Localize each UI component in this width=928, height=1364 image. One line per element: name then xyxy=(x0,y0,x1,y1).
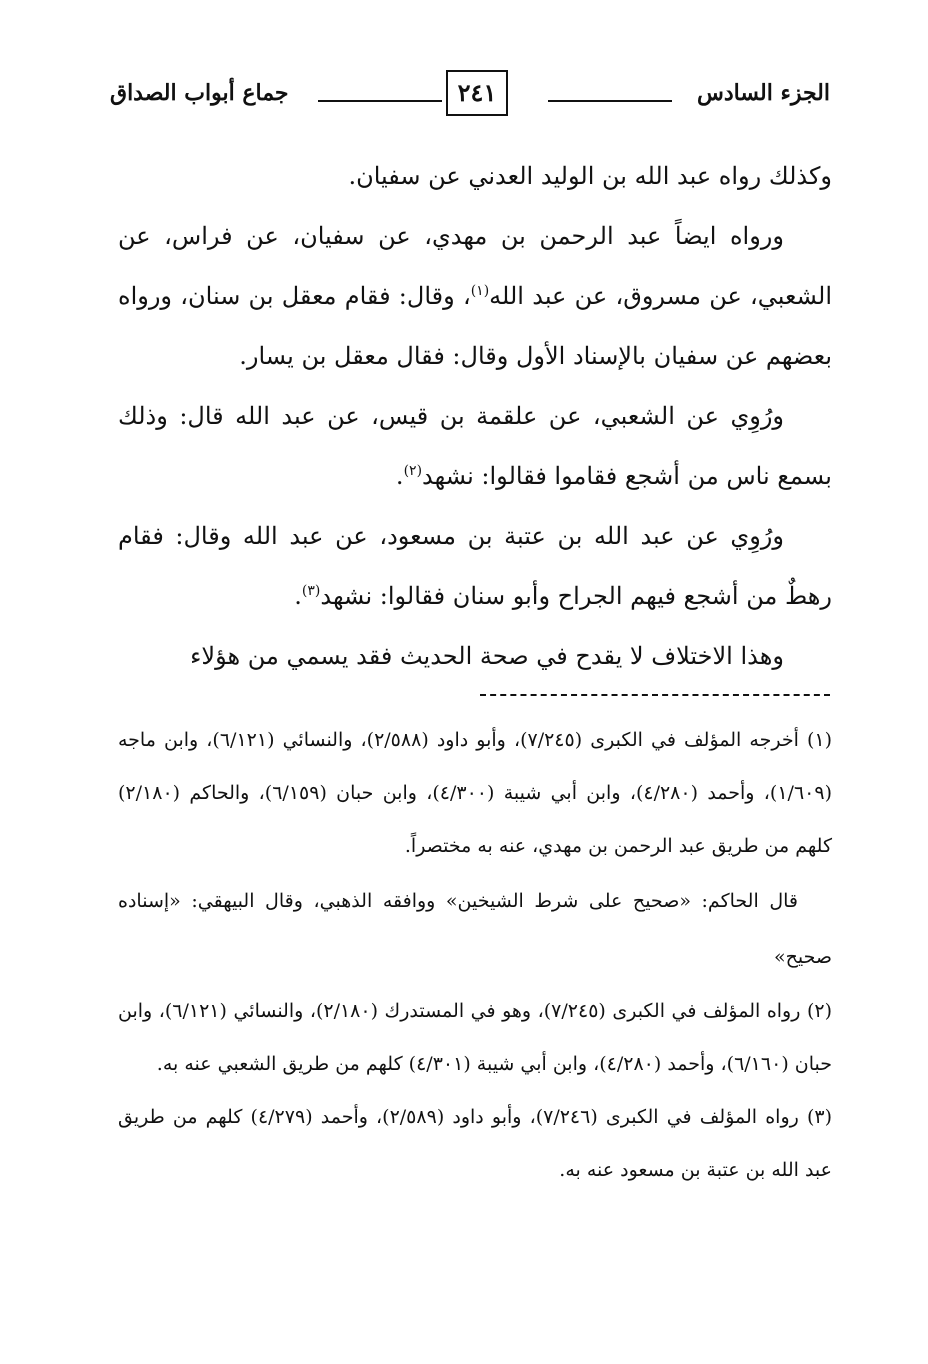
footnote-ref-2: (٢) xyxy=(403,463,423,479)
running-header xyxy=(110,70,830,120)
main-text xyxy=(118,146,832,686)
footnotes xyxy=(118,714,832,1197)
paragraph-2-text-a: ورواه ايضاً عبد الرحمن بن مهدي، عن سفيان، عن فراس، عن الشعبي، عن مسروق، عن عبد الله xyxy=(118,222,832,310)
paragraph-5: وهذا الاختلاف لا يقدح في صحة الحديث فقد يسمي من هؤلاء xyxy=(190,642,784,670)
paragraph-3-text-b: . xyxy=(395,462,404,490)
paragraph-2-text-b: ، وقال: فقام معقل بن سنان، ورواه بعضهم عن سفيان بالإسناد الأول وقال: فقال معقل بن يسار. xyxy=(118,282,832,370)
paragraph-4 xyxy=(118,506,832,626)
paragraph-3 xyxy=(118,386,832,506)
footnote-1: (١) أخرجه المؤلف في الكبرى (٧/٢٤٥)، وأبو داود (٢/٥٨٨)، والنسائي (٦/١٢١)، وابن ماجه (١/٦٠٩)، وأحمد (٤/٢٨٠)، وابن أبي شيبة (٤/٣٠٠)، وابن حبان (٦/١٥٩)، والحاكم (٢/١٨٠) كلهم من طريق عبد الرحمن بن مهدي، عنه به مختصراً. xyxy=(118,729,833,857)
footnote-separator xyxy=(480,694,830,696)
header-rule-right xyxy=(548,100,672,102)
footnote-3: (٣) رواه المؤلف في الكبرى (٧/٢٤٦)، وأبو داود (٢/٥٨٩)، وأحمد (٤/٢٧٩) كلهم من طريق عبد الله بن عتبة بن مسعود عنه به. xyxy=(118,1106,832,1181)
volume-title: الجزء السادس xyxy=(697,80,830,106)
footnote-ref-1: (١) xyxy=(470,283,490,299)
paragraph-2 xyxy=(118,206,832,386)
paragraph-4-text-b: . xyxy=(294,582,302,610)
paragraph-1: وكذلك رواه عبد الله بن الوليد العدني عن سفيان. xyxy=(348,162,832,190)
footnote-ref-3: (٣) xyxy=(301,583,321,599)
paragraph-4-text-a: ورُوِي عن عبد الله بن عتبة بن مسعود، عن عبد الله وقال: فقام رهطٌ من أشجع فيهم الجراح وأبو سنان فقالوا: نشهد xyxy=(118,522,832,610)
page-number: ٢٤١ xyxy=(446,70,508,116)
paragraph-3-text-a: ورُوِي عن الشعبي، عن علقمة بن قيس، عن عبد الله قال: وذلك بسمع ناس من أشجع فقاموا فقالوا: نشهد xyxy=(118,402,832,490)
footnote-2: (٢) رواه المؤلف في الكبرى (٧/٢٤٥)، وهو في المستدرك (٢/١٨٠)، والنسائي (٦/١٢١)، وابن حبان (٦/١٦٠)، وأحمد (٤/٢٨٠)، وابن أبي شيبة (٤/٣٠١) كلهم من طريق الشعبي عنه به. xyxy=(118,1000,832,1075)
header-rule-left xyxy=(318,100,442,102)
chapter-title: جماع أبواب الصداق xyxy=(110,80,289,106)
footnote-1-comment: قال الحاكم: «صحيح على شرط الشيخين» ووافقه الذهبي، وقال البيهقي: «إسناده صحيح» xyxy=(118,890,832,968)
